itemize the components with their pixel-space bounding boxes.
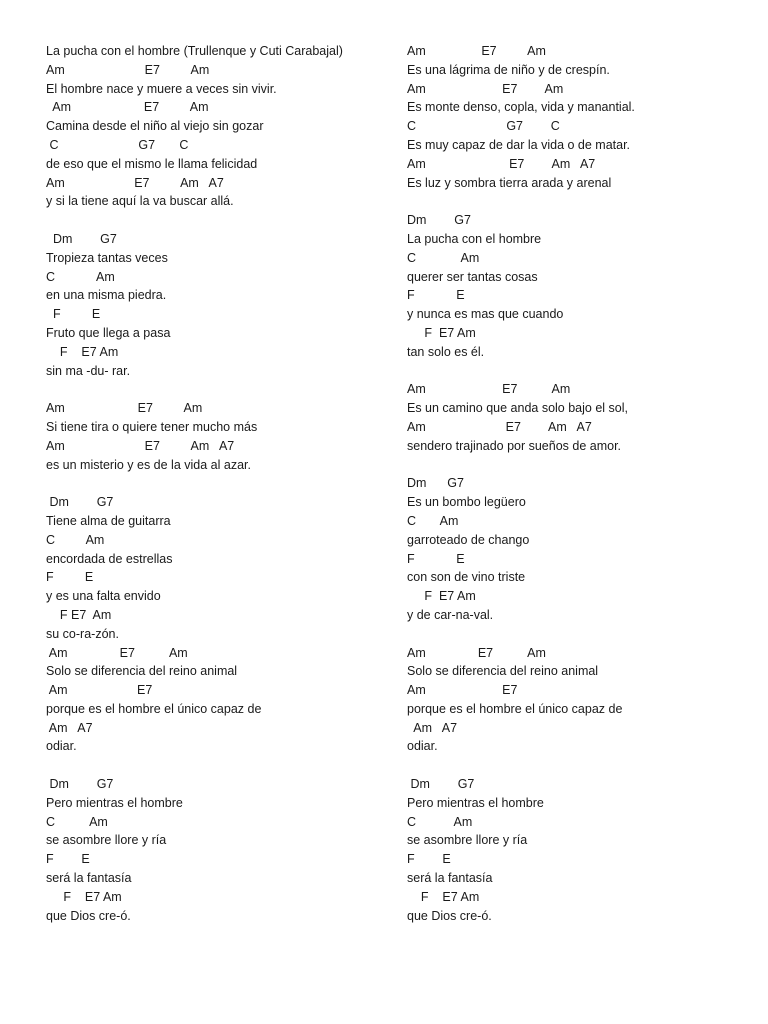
lyric-line: Si tiene tira o quiere tener mucho más: [46, 419, 258, 434]
lyric-line: Dm G7: [46, 777, 114, 792]
lyric-line: Am E7 Am A7: [46, 175, 224, 190]
lyric-line: F E: [46, 852, 90, 867]
lyric-line: es un misterio y es de la vida al azar.: [46, 457, 251, 472]
lyric-line: Tropieza tantas veces: [46, 250, 168, 265]
lyric-line: Am E7 Am: [46, 645, 188, 660]
lyric-line: Es una lágrima de niño y de crespín.: [407, 62, 610, 77]
lyric-line: Es luz y sombra tierra arada y arenal: [407, 175, 612, 190]
left-column: [46, 42, 398, 925]
lyric-line: Dm G7: [407, 213, 471, 228]
lyric-line: se asombre llore y ría: [46, 833, 167, 848]
lyric-line: de eso que el mismo le llama felicidad: [46, 156, 258, 171]
lyric-line: C Am: [407, 814, 473, 829]
lyric-line: odiar.: [46, 739, 77, 754]
lyric-line: Am A7: [46, 720, 93, 735]
lyric-line: Fruto que llega a pasa: [46, 325, 171, 340]
lyric-line: con son de vino triste: [407, 570, 526, 585]
lyric-line: C G7 C: [407, 119, 560, 134]
lyric-line: Dm G7: [46, 495, 114, 510]
lyric-line: C Am: [46, 269, 115, 284]
lyric-line: Dm G7: [46, 231, 117, 246]
lyric-line: y de car-na-val.: [407, 607, 494, 622]
lyric-line: y es una falta envido: [46, 589, 161, 604]
lyric-line: C Am: [46, 814, 108, 829]
lyric-line: porque es el hombre el único capaz de: [46, 701, 262, 716]
lyric-line: F E: [407, 852, 451, 867]
lyric-line: F E: [407, 551, 465, 566]
lyric-line: encordada de estrellas: [46, 551, 173, 566]
lyric-line: F E7 Am: [407, 325, 476, 340]
lyric-line: Am E7 Am: [46, 401, 203, 416]
lyric-line: La pucha con el hombre: [407, 231, 542, 246]
lyric-line: F E: [46, 570, 94, 585]
lyric-line: Solo se diferencia del reino animal: [407, 664, 599, 679]
lyric-line: Am A7: [407, 720, 458, 735]
lyric-line: Am E7 Am: [407, 645, 546, 660]
blank-line: [407, 625, 759, 644]
lyric-line: su co-ra-zón.: [46, 626, 119, 641]
lyric-line: sin ma -du- rar.: [46, 363, 131, 378]
lyric-line: Am E7 Am A7: [46, 438, 235, 453]
lyric-line: se asombre llore y ría: [407, 833, 528, 848]
lyric-line: Am E7 Am A7: [407, 156, 596, 171]
blank-line: [407, 362, 759, 381]
right-column: [407, 42, 759, 925]
lyric-line: será la fantasía: [46, 871, 132, 886]
lyric-line: C Am: [407, 513, 459, 528]
blank-line: [407, 456, 759, 475]
lyric-line: porque es el hombre el único capaz de: [407, 701, 623, 716]
lyric-line: Es un bombo legüero: [407, 495, 526, 510]
lyric-line: F E7 Am: [46, 889, 122, 904]
lyric-line: F E7 Am: [407, 889, 480, 904]
lyric-line: garroteado de chango: [407, 532, 530, 547]
lyric-line: Es muy capaz de dar la vida o de matar.: [407, 137, 631, 152]
lyric-line: Am E7 Am: [407, 44, 546, 58]
lyric-line: en una misma piedra.: [46, 288, 167, 303]
lyric-line: que Dios cre-ó.: [407, 908, 492, 923]
lyric-line: Es un camino que anda solo bajo el sol,: [407, 401, 628, 416]
blank-line: [407, 192, 759, 211]
lyric-line: Am E7 Am: [46, 62, 210, 77]
blank-line: [46, 211, 398, 230]
lyric-line: C G7 C: [46, 137, 189, 152]
lyric-line: Es monte denso, copla, vida y manantial.: [407, 100, 635, 115]
lyric-line: F E7 Am: [46, 607, 112, 622]
lyric-line: F E7 Am: [46, 344, 119, 359]
lyric-line: Am E7 Am A7: [407, 419, 592, 434]
lyric-line: querer ser tantas cosas: [407, 269, 538, 284]
lyric-line: tan solo es él.: [407, 344, 485, 359]
lyric-line: Am E7 Am: [46, 100, 209, 115]
lyric-line: Tiene alma de guitarra: [46, 513, 171, 528]
lyric-line: Am E7 Am: [407, 382, 571, 397]
lyric-line: Am E7: [407, 683, 518, 698]
lyric-line: y nunca es mas que cuando: [407, 307, 564, 322]
lyric-line: Solo se diferencia del reino animal: [46, 664, 238, 679]
blank-line: [46, 380, 398, 399]
lyric-line: y si la tiene aquí la va buscar allá.: [46, 194, 234, 209]
lyric-line: F E: [407, 288, 465, 303]
lyric-line: C Am: [46, 532, 105, 547]
lyric-line: odiar.: [407, 739, 438, 754]
blank-line: [46, 474, 398, 493]
lyric-line: Camina desde el niño al viejo sin gozar: [46, 119, 264, 134]
lyric-line: sendero trajinado por sueños de amor.: [407, 438, 622, 453]
lyric-line: C Am: [407, 250, 480, 265]
lyric-line: Pero mientras el hombre: [46, 795, 183, 810]
lyric-line: El hombre nace y muere a veces sin vivir.: [46, 81, 277, 96]
lyric-line: Am E7: [46, 683, 153, 698]
lyric-line: Pero mientras el hombre: [407, 795, 544, 810]
lyric-line: Am E7 Am: [407, 81, 564, 96]
blank-line: [46, 756, 398, 775]
lyric-line: F E7 Am: [407, 589, 476, 604]
lyric-line: Dm G7: [407, 476, 464, 491]
lyric-line: será la fantasía: [407, 871, 493, 886]
blank-line: [407, 756, 759, 775]
lyric-line: que Dios cre-ó.: [46, 908, 131, 923]
lyric-line: F E: [46, 307, 101, 322]
lyric-line: La pucha con el hombre (Trullenque y Cuti Carabajal): [46, 44, 343, 58]
lyric-line: Dm G7: [407, 777, 475, 792]
